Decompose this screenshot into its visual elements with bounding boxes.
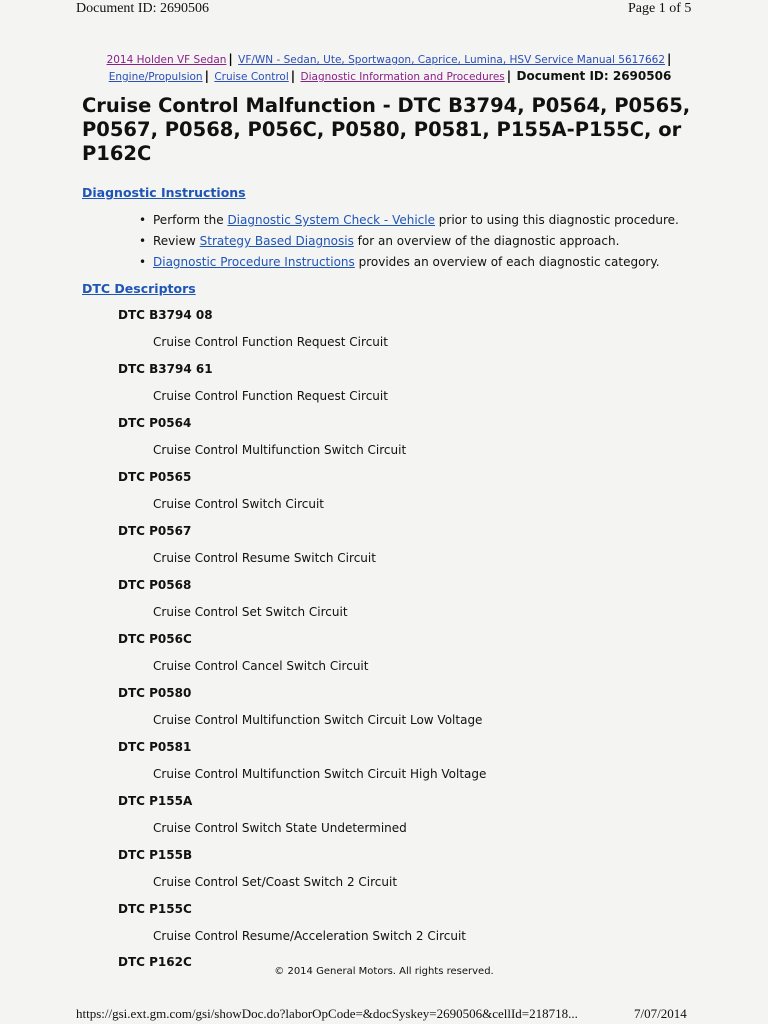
breadcrumb-manual-link[interactable]: VF/WN - Sedan, Ute, Sportwagon, Caprice, Lumina, HSV Service Manual 5617662 xyxy=(238,54,666,66)
dtc-description: Cruise Control Set/Coast Switch 2 Circuit xyxy=(153,875,398,889)
header-page-number: Page 1 of 5 xyxy=(628,1,692,16)
instruction-text-prefix: Perform the xyxy=(153,213,228,227)
dtc-description: Cruise Control Switch Circuit xyxy=(153,497,325,511)
dtc-code: DTC P155C xyxy=(118,902,192,916)
strategy-based-diagnosis-link[interactable]: Strategy Based Diagnosis xyxy=(199,234,354,248)
dtc-code: DTC P155A xyxy=(118,794,193,808)
dtc-code: DTC P0564 xyxy=(118,416,192,430)
dtc-description: Cruise Control Function Request Circuit xyxy=(153,335,388,349)
dtc-code: DTC P162C xyxy=(118,955,192,969)
breadcrumb-section-link[interactable]: Diagnostic Information and Procedures xyxy=(300,71,505,83)
breadcrumb-separator: | xyxy=(506,69,512,83)
breadcrumb-subsystem-link[interactable]: Cruise Control xyxy=(214,71,289,83)
dtc-description: Cruise Control Switch State Undetermined xyxy=(153,821,407,835)
dtc-description: Cruise Control Multifunction Switch Circuit xyxy=(153,443,407,457)
copyright-notice: © 2014 General Motors. All rights reserved. xyxy=(274,966,494,977)
diagnostic-instructions-list xyxy=(136,210,736,273)
instruction-text-suffix: for an overview of the diagnostic approach. xyxy=(353,234,620,248)
dtc-description: Cruise Control Multifunction Switch Circuit High Voltage xyxy=(153,767,487,781)
breadcrumb xyxy=(100,51,680,85)
diagnostic-instructions-heading-link[interactable]: Diagnostic Instructions xyxy=(82,185,246,200)
list-item xyxy=(136,210,736,231)
footer-date: 7/07/2014 xyxy=(634,1006,687,1021)
header-document-id: Document ID: 2690506 xyxy=(76,1,209,16)
breadcrumb-separator: | xyxy=(290,69,296,83)
dtc-code: DTC P056C xyxy=(118,632,192,646)
dtc-code: DTC P155B xyxy=(118,848,193,862)
breadcrumb-separator: | xyxy=(204,69,209,83)
instruction-text-prefix: Review xyxy=(153,234,200,248)
dtc-description: Cruise Control Multifunction Switch Circuit Low Voltage xyxy=(153,713,483,727)
dtc-code: DTC B3794 08 xyxy=(118,308,213,322)
list-item xyxy=(136,231,736,252)
instruction-text-suffix: provides an overview of each diagnostic category. xyxy=(354,255,660,269)
dtc-description: Cruise Control Set Switch Circuit xyxy=(153,605,348,619)
breadcrumb-separator: | xyxy=(667,52,672,66)
breadcrumb-document-id: Document ID: 2690506 xyxy=(516,69,672,83)
dtc-code: DTC P0567 xyxy=(118,524,192,538)
dtc-code: DTC B3794 61 xyxy=(118,362,213,376)
dtc-code: DTC P0581 xyxy=(118,740,192,754)
dtc-code: DTC P0568 xyxy=(118,578,192,592)
dtc-description: Cruise Control Function Request Circuit xyxy=(153,389,388,403)
instruction-text-suffix: prior to using this diagnostic procedure. xyxy=(434,213,679,227)
print-footer xyxy=(0,1006,768,1024)
dtc-code: DTC P0565 xyxy=(118,470,192,484)
dtc-descriptors-heading-link[interactable]: DTC Descriptors xyxy=(82,281,196,296)
diagnostic-procedure-instructions-link[interactable]: Diagnostic Procedure Instructions xyxy=(153,255,355,269)
diagnostic-system-check-link[interactable]: Diagnostic System Check - Vehicle xyxy=(227,213,435,227)
breadcrumb-system-link[interactable]: Engine/Propulsion xyxy=(108,71,203,83)
dtc-code: DTC P0580 xyxy=(118,686,192,700)
dtc-description: Cruise Control Cancel Switch Circuit xyxy=(153,659,369,673)
breadcrumb-vehicle-link[interactable]: 2014 Holden VF Sedan xyxy=(106,54,227,66)
print-header xyxy=(0,0,768,24)
list-item xyxy=(136,252,736,273)
page-title: Cruise Control Malfunction - DTC B3794, P0564, P0565, P0567, P0568, P056C, P0580, P0581, P155A-P155C, or P162C xyxy=(82,94,691,165)
footer-url: https://gsi.ext.gm.com/gsi/showDoc.do?laborOpCode=&docSyskey=2690506&cellId=218718... xyxy=(76,1006,578,1021)
breadcrumb-separator: | xyxy=(228,52,233,66)
dtc-description: Cruise Control Resume Switch Circuit xyxy=(153,551,376,565)
dtc-description: Cruise Control Resume/Acceleration Switch 2 Circuit xyxy=(153,929,466,943)
